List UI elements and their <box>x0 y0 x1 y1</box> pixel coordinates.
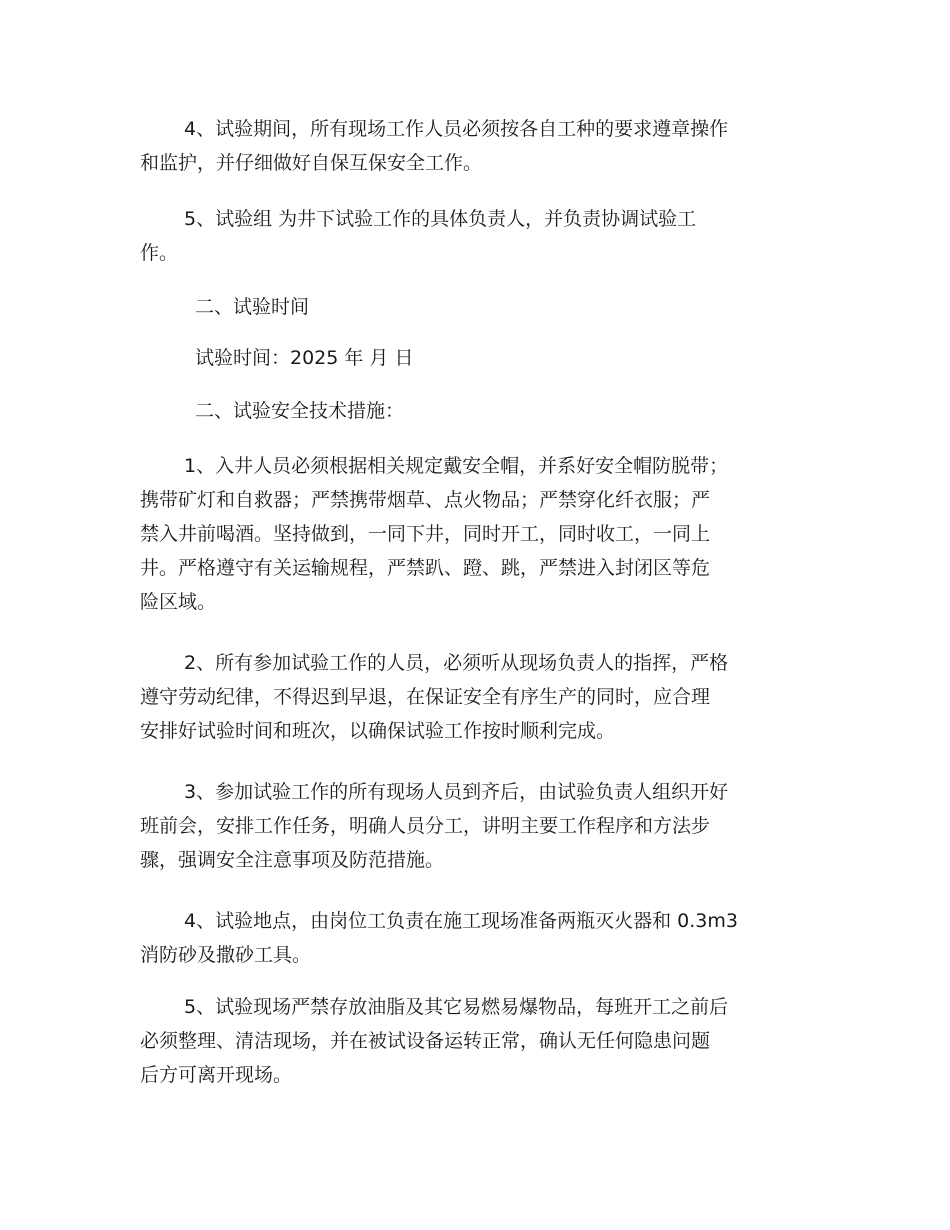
text-line: 班前会，安排工作任务，明确人员分工，讲明主要工作程序和方法步 <box>140 815 711 837</box>
text-line: 禁入井前喝酒。坚持做到，一同下井，同时开工，同时收工，一同上 <box>140 523 711 545</box>
section-heading-safety-measures: 二、试验安全技术措施： <box>195 400 405 422</box>
text-line: 和监护，并仔细做好自保互保安全工作。 <box>140 152 483 174</box>
text-line: 安排好试验时间和班次，以确保试验工作按时顺利完成。 <box>140 720 616 742</box>
section-heading-test-time: 二、试验时间 <box>195 296 310 318</box>
text-line: 5、试验现场严禁存放油脂及其它易燃易爆物品，每班开工之前后 <box>184 996 729 1018</box>
text-line: 井。严格遵守有关运输规程，严禁趴、蹬、跳，严禁进入封闭区等危 <box>140 557 711 579</box>
safety-item-5 <box>140 990 805 1092</box>
safety-item-2 <box>140 646 805 748</box>
text-line: 1、入井人员必须根据相关规定戴安全帽，并系好安全帽防脱带； <box>184 455 729 477</box>
text-line: 3、参加试验工作的所有现场人员到齐后，由试验负责人组织开好 <box>184 781 729 803</box>
text-line: 4、试验地点，由岗位工负责在施工现场准备两瓶灭火器和 0.3m3 <box>184 910 738 932</box>
paragraph-4-test-period <box>140 112 805 180</box>
text-line: 险区域。 <box>140 591 217 613</box>
text-line: 2、所有参加试验工作的人员，必须听从现场负责人的指挥，严格 <box>184 652 729 674</box>
text-line: 携带矿灯和自救器；严禁携带烟草、点火物品；严禁穿化纤衣服；严 <box>140 489 711 511</box>
test-time-line: 试验时间：2025 年 月 日 <box>195 347 414 369</box>
safety-item-1 <box>140 449 805 619</box>
text-line: 消防砂及撒砂工具。 <box>140 944 312 966</box>
safety-item-3 <box>140 775 805 877</box>
safety-item-4 <box>140 904 805 972</box>
paragraph-5-test-group <box>140 202 805 270</box>
text-line: 骤，强调安全注意事项及防范措施。 <box>140 849 445 871</box>
text-line: 必须整理、清洁现场，并在被试设备运转正常，确认无任何隐患问题 <box>140 1030 711 1052</box>
text-line: 遵守劳动纪律，不得迟到早退，在保证安全有序生产的同时，应合理 <box>140 686 711 708</box>
text-line: 5、试验组 为井下试验工作的具体负责人，并负责协调试验工 <box>184 208 697 230</box>
text-line: 后方可离开现场。 <box>140 1064 293 1086</box>
text-line: 作。 <box>140 242 179 264</box>
text-line: 4、试验期间，所有现场工作人员必须按各自工种的要求遵章操作 <box>184 118 729 140</box>
